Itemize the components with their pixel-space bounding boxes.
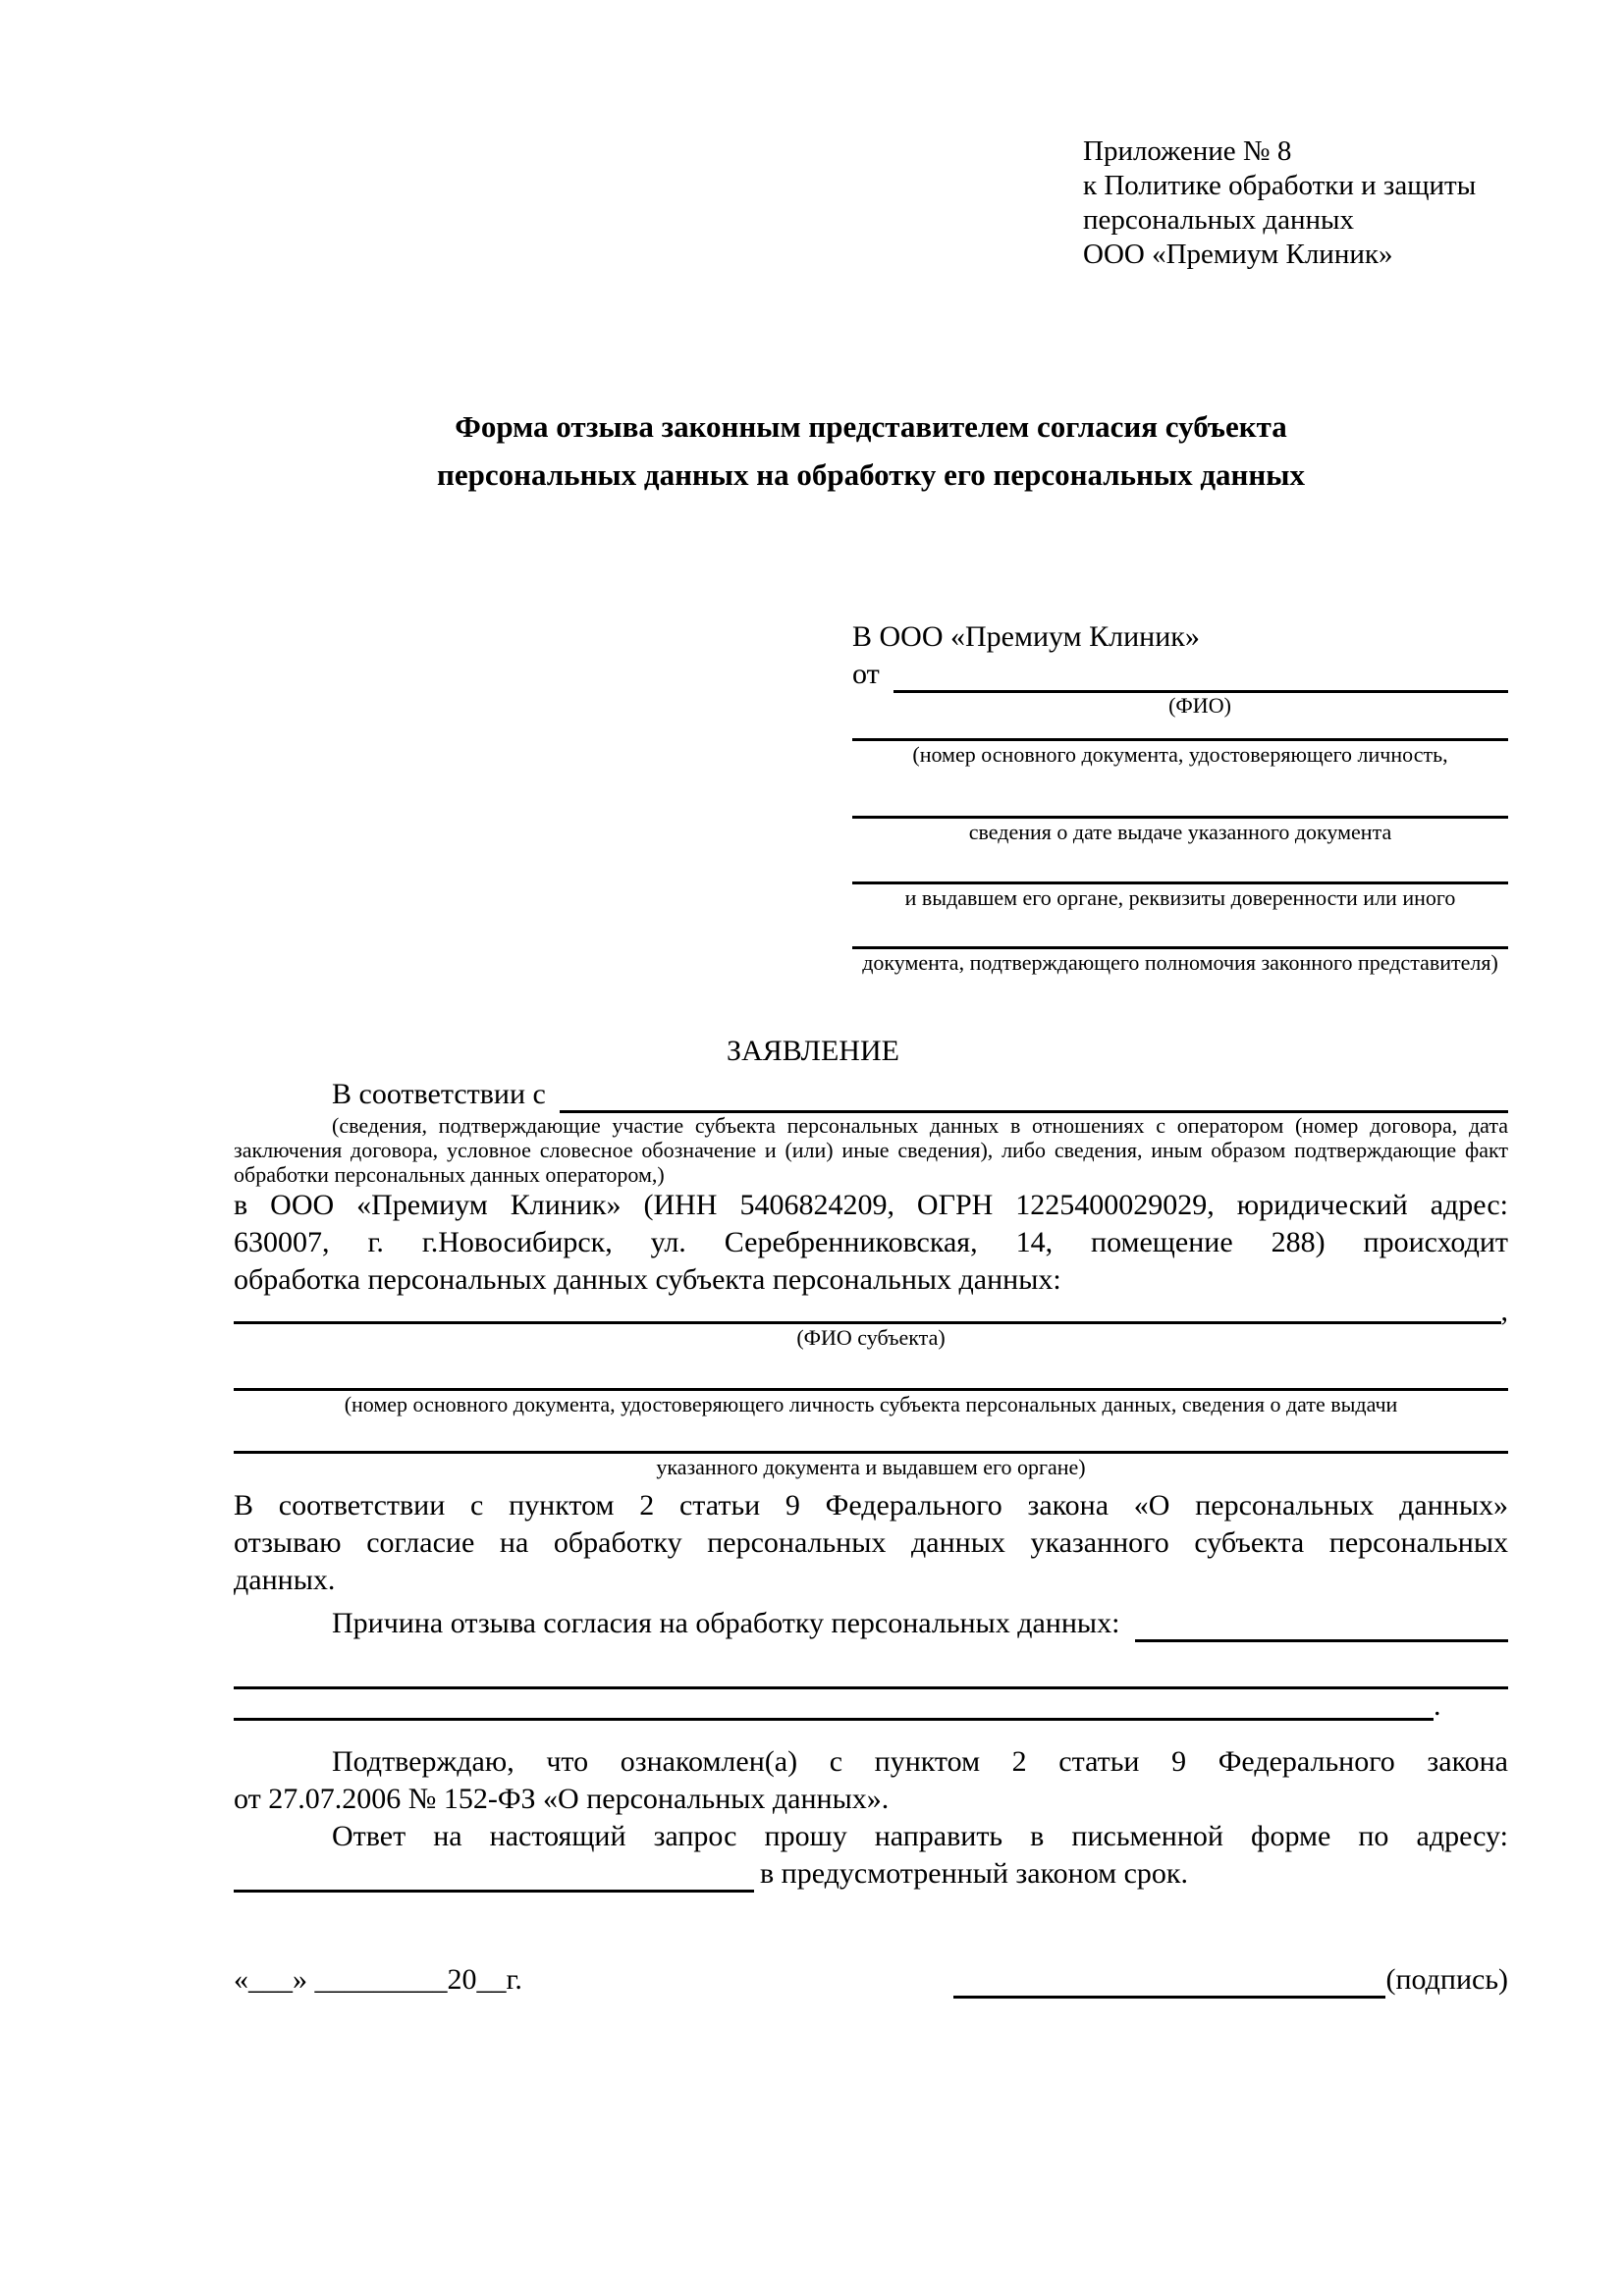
reply-address-row (234, 1855, 1508, 1893)
blank-caption: документа, подтверждающего полномочия законного представителя) (862, 950, 1498, 975)
reason-prefix: Причина отзыва согласия на обработку персональных данных: (332, 1607, 1120, 1639)
accordance-caption-line: заключения договора, условное словесное обозначение и (или) иные сведения), либо сведения, иным образом подтверждающие факт (234, 1138, 1508, 1162)
withdraw-paragraph-line: отзываю согласие на обработку персональных данных указанного субъекта персональных (234, 1526, 1508, 1559)
blank-line (852, 912, 1508, 949)
reason-period: . (1434, 1689, 1441, 1722)
blank-field-group (852, 719, 1508, 769)
accordance-prefix: В соответствии с (332, 1078, 546, 1110)
document-title (234, 402, 1508, 499)
addressee-block (852, 618, 1508, 977)
signature-blank-line (953, 1961, 1385, 1999)
date-signature-row (234, 1961, 1508, 1999)
accordance-caption (234, 1113, 1508, 1187)
subject-doc-caption: (номер основного документа, удостоверяющего личность субъекта персональных данных, сведения о дате выдачи (344, 1392, 1398, 1416)
reply-suffix: в предусмотренный законом срок. (760, 1857, 1188, 1890)
confirm-paragraph-line: от 27.07.2006 № 152-ФЗ «О персональных данных». (234, 1783, 890, 1815)
withdraw-paragraph-line: данных. (234, 1564, 336, 1596)
reason-blank-line (1135, 1605, 1508, 1642)
signature-caption: (подпись) (1385, 1963, 1508, 1996)
blank-field-group (852, 846, 1508, 912)
blank-field-group (234, 1418, 1508, 1481)
subject-doc-caption: указанного документа и выдавшем его органе) (656, 1455, 1086, 1479)
withdraw-paragraph-line: В соответствии с пунктом 2 статьи 9 Федерального закона «О персональных данных» (234, 1489, 1508, 1522)
accordance-caption-line: (сведения, подтверждающие участие субъекта персональных данных в отношениях с оператором (номер договора, дата (332, 1113, 1508, 1138)
reason-continuation-row (234, 1689, 1508, 1721)
blank-caption: (номер основного документа, удостоверяющего личность, (912, 742, 1448, 767)
blank-line (852, 769, 1508, 819)
accordance-row (234, 1076, 1508, 1113)
confirm-paragraph-line: Подтверждаю, что ознакомлен(а) с пунктом 2 статьи 9 Федерального закона (332, 1745, 1508, 1778)
from-label: от (852, 658, 880, 690)
blank-field-group (234, 1352, 1508, 1418)
appendix-header-line: персональных данных (1083, 204, 1355, 236)
reason-continuation-line (234, 1642, 1508, 1689)
title-line: Форма отзыва законным представителем согласия субъекта (455, 409, 1287, 444)
blank-field-group (852, 769, 1508, 846)
accordance-blank-line (560, 1076, 1508, 1113)
appendix-header-line: Приложение № 8 (1083, 135, 1292, 167)
operator-paragraph-line: в ООО «Премиум Клиник» (ИНН 5406824209, ОГРН 1225400029029, юридический адрес: (234, 1189, 1508, 1221)
addressee-from-row (852, 656, 1508, 693)
blank-line (852, 719, 1508, 741)
date-line: «___» _________20__г. (234, 1963, 522, 1996)
appendix-header (1083, 134, 1508, 272)
fio-caption: (ФИО) (1168, 693, 1231, 718)
confirm-paragraph (234, 1743, 1508, 1818)
appendix-header-line: ООО «Премиум Клиник» (1083, 239, 1393, 270)
operator-paragraph-line: 630007, г. г.Новосибирск, ул. Серебренниковская, 14, помещение 288) происходит (234, 1226, 1508, 1258)
accordance-caption-line: обработки персональных данных оператором,) (234, 1162, 665, 1187)
subject-fio-row (234, 1295, 1508, 1327)
addressee-to: В ООО «Премиум Клиник» (852, 620, 1200, 653)
reason-row (234, 1605, 1508, 1642)
subject-doc-blank-line (234, 1418, 1508, 1454)
blank-caption: и выдавшем его органе, реквизиты доверенности или иного (904, 885, 1456, 910)
subject-doc-blank-line (234, 1352, 1508, 1391)
subject-fio-comma: , (1500, 1295, 1508, 1327)
operator-paragraph-line: обработка персональных данных субъекта персональных данных: (234, 1263, 1061, 1296)
appendix-header-line: к Политике обработки и защиты (1083, 170, 1477, 201)
signature-group (953, 1961, 1508, 1999)
statement-heading: ЗАЯВЛЕНИЕ (727, 1035, 899, 1067)
blank-caption: сведения о дате выдаче указанного документа (968, 820, 1392, 844)
reason-continuation-line (234, 1689, 1434, 1721)
withdraw-paragraph (234, 1487, 1508, 1599)
operator-paragraph (234, 1187, 1508, 1299)
subject-fio-caption: (ФИО субъекта) (796, 1325, 946, 1350)
blank-line (852, 846, 1508, 884)
title-line: персональных данных на обработку его персональных данных (437, 457, 1305, 492)
subject-fio-blank-line (234, 1299, 1501, 1324)
reply-prefix-line: Ответ на настоящий запрос прошу направить в письменной форме по адресу: (332, 1820, 1508, 1852)
blank-field-group (852, 912, 1508, 977)
from-blank-line (893, 656, 1508, 693)
reply-blank-line (234, 1855, 754, 1893)
